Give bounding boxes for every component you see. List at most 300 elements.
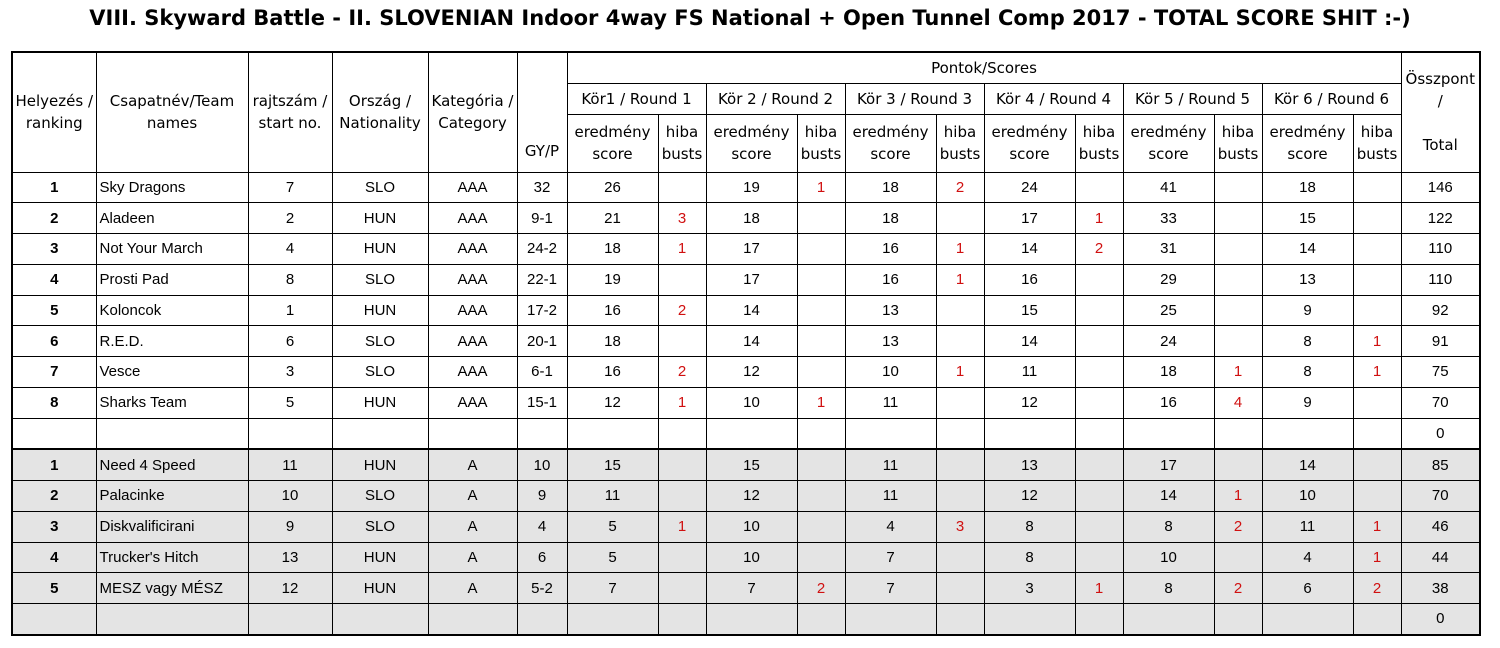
round-busts-cell: [1214, 542, 1262, 573]
nationality-cell: SLO: [332, 326, 428, 357]
table-row: [12, 573, 1480, 604]
gyp-cell: 6-1: [517, 357, 567, 388]
round-score-cell: 14: [1262, 234, 1353, 265]
round-busts-cell: [658, 604, 706, 635]
start-no-cell: 5: [248, 387, 332, 418]
round-score-cell: [845, 604, 936, 635]
col-header-scores-group: Pontok/Scores: [567, 52, 1401, 83]
round-score-cell: 3: [984, 573, 1075, 604]
round-score-cell: 13: [845, 295, 936, 326]
round-busts-cell: 1: [1353, 326, 1401, 357]
busts-subheader: hiba busts: [1075, 114, 1123, 172]
busts-subheader: hiba busts: [936, 114, 984, 172]
round-busts-cell: [797, 511, 845, 542]
round-score-cell: 11: [567, 481, 658, 512]
round-busts-cell: [936, 295, 984, 326]
round-score-cell: 31: [1123, 234, 1214, 265]
round-score-cell: 13: [1262, 264, 1353, 295]
rank-cell: 4: [12, 542, 96, 573]
round-busts-cell: [1353, 604, 1401, 635]
round-busts-cell: [936, 203, 984, 234]
round-score-cell: 7: [706, 573, 797, 604]
round-score-cell: 8: [1262, 326, 1353, 357]
round-score-cell: 10: [1123, 542, 1214, 573]
round-busts-cell: [1075, 172, 1123, 203]
round-busts-cell: [797, 234, 845, 265]
round-score-cell: [567, 604, 658, 635]
round-score-cell: 18: [845, 172, 936, 203]
round-score-cell: 7: [845, 542, 936, 573]
nationality-cell: SLO: [332, 172, 428, 203]
round-busts-cell: [797, 203, 845, 234]
round-score-cell: [706, 604, 797, 635]
table-row: [12, 511, 1480, 542]
table-row: [12, 203, 1480, 234]
team-name-cell: Diskvalificirani: [96, 511, 248, 542]
start-no-cell: 12: [248, 573, 332, 604]
round-busts-cell: [936, 481, 984, 512]
round-score-cell: 26: [567, 172, 658, 203]
category-cell: A: [428, 449, 517, 480]
nationality-cell: HUN: [332, 542, 428, 573]
round-busts-cell: 4: [1214, 387, 1262, 418]
category-cell: AAA: [428, 295, 517, 326]
round-score-cell: [845, 418, 936, 449]
table-row: [12, 264, 1480, 295]
score-subheader: eredmény score: [567, 114, 658, 172]
nationality-cell: SLO: [332, 264, 428, 295]
round-score-cell: 8: [1123, 511, 1214, 542]
gyp-cell: 32: [517, 172, 567, 203]
rank-cell: 1: [12, 449, 96, 480]
nationality-cell: HUN: [332, 295, 428, 326]
total-cell: 70: [1401, 387, 1480, 418]
round-score-cell: 41: [1123, 172, 1214, 203]
round-score-cell: [1123, 604, 1214, 635]
round-score-cell: [984, 418, 1075, 449]
round-busts-cell: [1075, 326, 1123, 357]
rank-cell: [12, 604, 96, 635]
round-busts-cell: [1075, 357, 1123, 388]
round-score-cell: 18: [567, 326, 658, 357]
category-cell: A: [428, 481, 517, 512]
round-busts-cell: 2: [936, 172, 984, 203]
table-row: [12, 418, 1480, 449]
round-header-6: Kör 6 / Round 6: [1262, 83, 1401, 114]
round-score-cell: 16: [984, 264, 1075, 295]
round-score-cell: 17: [984, 203, 1075, 234]
round-busts-cell: [1214, 604, 1262, 635]
round-score-cell: 9: [1262, 387, 1353, 418]
round-score-cell: [1262, 418, 1353, 449]
round-busts-cell: 1: [936, 264, 984, 295]
team-name-cell: Need 4 Speed: [96, 449, 248, 480]
total-cell: 146: [1401, 172, 1480, 203]
score-subheader: eredmény score: [1262, 114, 1353, 172]
total-cell: 92: [1401, 295, 1480, 326]
round-score-cell: 16: [845, 234, 936, 265]
round-busts-cell: 2: [1214, 573, 1262, 604]
round-busts-cell: 1: [658, 387, 706, 418]
team-name-cell: MESZ vagy MÉSZ: [96, 573, 248, 604]
round-header-4: Kör 4 / Round 4: [984, 83, 1123, 114]
round-busts-cell: [658, 264, 706, 295]
round-score-cell: 15: [1262, 203, 1353, 234]
gyp-cell: 20-1: [517, 326, 567, 357]
round-score-cell: 18: [567, 234, 658, 265]
round-score-cell: 14: [984, 326, 1075, 357]
team-name-cell: Trucker's Hitch: [96, 542, 248, 573]
nationality-cell: SLO: [332, 357, 428, 388]
round-score-cell: 8: [1262, 357, 1353, 388]
round-busts-cell: [797, 326, 845, 357]
round-busts-cell: [936, 573, 984, 604]
round-score-cell: 18: [706, 203, 797, 234]
round-score-cell: [706, 418, 797, 449]
round-busts-cell: 1: [1075, 573, 1123, 604]
start-no-cell: 9: [248, 511, 332, 542]
round-score-cell: 25: [1123, 295, 1214, 326]
gyp-cell: 22-1: [517, 264, 567, 295]
category-cell: AAA: [428, 326, 517, 357]
team-name-cell: Sharks Team: [96, 387, 248, 418]
start-no-cell: 7: [248, 172, 332, 203]
round-busts-cell: [1353, 481, 1401, 512]
round-busts-cell: [1075, 481, 1123, 512]
round-busts-cell: [658, 418, 706, 449]
start-no-cell: 8: [248, 264, 332, 295]
round-score-cell: 13: [845, 326, 936, 357]
nationality-cell: HUN: [332, 449, 428, 480]
round-header-3: Kör 3 / Round 3: [845, 83, 984, 114]
category-cell: [428, 418, 517, 449]
gyp-cell: 9: [517, 481, 567, 512]
round-busts-cell: [1353, 295, 1401, 326]
round-busts-cell: 1: [936, 357, 984, 388]
round-score-cell: 14: [1123, 481, 1214, 512]
round-score-cell: 8: [1123, 573, 1214, 604]
round-score-cell: 21: [567, 203, 658, 234]
round-busts-cell: [797, 357, 845, 388]
round-busts-cell: [1353, 449, 1401, 480]
rank-cell: 2: [12, 203, 96, 234]
busts-subheader: hiba busts: [797, 114, 845, 172]
category-cell: A: [428, 511, 517, 542]
score-subheader: eredmény score: [845, 114, 936, 172]
gyp-cell: 9-1: [517, 203, 567, 234]
rank-cell: 1: [12, 172, 96, 203]
table-row: [12, 326, 1480, 357]
round-busts-cell: [797, 604, 845, 635]
nationality-cell: SLO: [332, 481, 428, 512]
category-cell: AAA: [428, 264, 517, 295]
round-busts-cell: [1214, 203, 1262, 234]
round-score-cell: 12: [706, 481, 797, 512]
round-busts-cell: [797, 264, 845, 295]
nationality-cell: SLO: [332, 511, 428, 542]
busts-subheader: hiba busts: [1214, 114, 1262, 172]
round-score-cell: 16: [845, 264, 936, 295]
start-no-cell: 11: [248, 449, 332, 480]
score-subheader: eredmény score: [706, 114, 797, 172]
col-header-total: Összpont / Total: [1401, 52, 1480, 172]
round-score-cell: 7: [567, 573, 658, 604]
round-score-cell: 11: [1262, 511, 1353, 542]
round-score-cell: [984, 604, 1075, 635]
round-score-cell: 33: [1123, 203, 1214, 234]
table-body: [12, 172, 1480, 635]
table-row: [12, 387, 1480, 418]
team-name-cell: Prosti Pad: [96, 264, 248, 295]
round-busts-cell: [658, 172, 706, 203]
team-name-cell: Palacinke: [96, 481, 248, 512]
gyp-cell: 10: [517, 449, 567, 480]
team-name-cell: Koloncok: [96, 295, 248, 326]
rank-cell: 5: [12, 573, 96, 604]
round-busts-cell: [1075, 264, 1123, 295]
round-busts-cell: [936, 604, 984, 635]
gyp-cell: 15-1: [517, 387, 567, 418]
round-score-cell: 12: [567, 387, 658, 418]
round-busts-cell: 1: [1353, 511, 1401, 542]
round-busts-cell: [1353, 264, 1401, 295]
total-cell: 85: [1401, 449, 1480, 480]
round-score-cell: 10: [1262, 481, 1353, 512]
category-cell: AAA: [428, 234, 517, 265]
category-cell: AAA: [428, 203, 517, 234]
col-header-gyp: GY/P: [517, 52, 567, 172]
round-score-cell: 16: [567, 357, 658, 388]
round-busts-cell: [936, 326, 984, 357]
round-score-cell: 15: [567, 449, 658, 480]
round-busts-cell: [658, 326, 706, 357]
round-busts-cell: [1353, 387, 1401, 418]
rank-cell: 8: [12, 387, 96, 418]
category-cell: A: [428, 542, 517, 573]
round-score-cell: 11: [845, 387, 936, 418]
round-busts-cell: [1075, 387, 1123, 418]
table-row: [12, 542, 1480, 573]
start-no-cell: 4: [248, 234, 332, 265]
rank-cell: 6: [12, 326, 96, 357]
round-busts-cell: 1: [1214, 481, 1262, 512]
round-score-cell: 15: [706, 449, 797, 480]
round-busts-cell: 1: [658, 511, 706, 542]
round-score-cell: 12: [706, 357, 797, 388]
round-score-cell: [1262, 604, 1353, 635]
nationality-cell: [332, 418, 428, 449]
team-name-cell: Aladeen: [96, 203, 248, 234]
round-busts-cell: 2: [658, 357, 706, 388]
round-score-cell: 10: [706, 542, 797, 573]
category-cell: A: [428, 573, 517, 604]
round-score-cell: 8: [984, 542, 1075, 573]
round-busts-cell: [1214, 326, 1262, 357]
round-busts-cell: 1: [1075, 203, 1123, 234]
team-name-cell: Sky Dragons: [96, 172, 248, 203]
round-busts-cell: 2: [658, 295, 706, 326]
round-busts-cell: 2: [1353, 573, 1401, 604]
round-busts-cell: 1: [1353, 357, 1401, 388]
page-title: VIII. Skyward Battle - II. SLOVENIAN Indoor 4way FS National + Open Tunnel Comp 2017 - TOTAL SCORE SHIT :-): [89, 6, 1411, 30]
start-no-cell: 2: [248, 203, 332, 234]
round-busts-cell: 1: [658, 234, 706, 265]
category-cell: AAA: [428, 357, 517, 388]
round-busts-cell: [1353, 203, 1401, 234]
round-score-cell: 12: [984, 481, 1075, 512]
round-busts-cell: [1353, 172, 1401, 203]
round-busts-cell: [658, 481, 706, 512]
gyp-cell: 24-2: [517, 234, 567, 265]
col-header-start: rajtszám / start no.: [248, 52, 332, 172]
round-busts-cell: 3: [658, 203, 706, 234]
round-busts-cell: [797, 481, 845, 512]
round-score-cell: 11: [845, 449, 936, 480]
total-cell: 110: [1401, 264, 1480, 295]
gyp-cell: 17-2: [517, 295, 567, 326]
start-no-cell: 13: [248, 542, 332, 573]
round-busts-cell: [1075, 511, 1123, 542]
round-busts-cell: [1214, 449, 1262, 480]
rank-cell: 3: [12, 234, 96, 265]
table-row: [12, 357, 1480, 388]
table-row: [12, 295, 1480, 326]
round-score-cell: 13: [984, 449, 1075, 480]
busts-subheader: hiba busts: [658, 114, 706, 172]
start-no-cell: 1: [248, 295, 332, 326]
gyp-cell: [517, 418, 567, 449]
round-score-cell: 8: [984, 511, 1075, 542]
gyp-cell: [517, 604, 567, 635]
round-score-cell: 16: [567, 295, 658, 326]
start-no-cell: 10: [248, 481, 332, 512]
round-score-cell: 9: [1262, 295, 1353, 326]
round-score-cell: 5: [567, 511, 658, 542]
round-busts-cell: [936, 387, 984, 418]
total-cell: 38: [1401, 573, 1480, 604]
rank-cell: 7: [12, 357, 96, 388]
team-name-cell: [96, 604, 248, 635]
round-busts-cell: [1214, 264, 1262, 295]
round-busts-cell: [1214, 418, 1262, 449]
score-subheader: eredmény score: [1123, 114, 1214, 172]
col-header-ranking: Helyezés / ranking: [12, 52, 96, 172]
round-busts-cell: 2: [1214, 511, 1262, 542]
round-header-2: Kör 2 / Round 2: [706, 83, 845, 114]
round-score-cell: [1123, 418, 1214, 449]
round-busts-cell: [797, 449, 845, 480]
start-no-cell: 3: [248, 357, 332, 388]
round-score-cell: 16: [1123, 387, 1214, 418]
round-busts-cell: [1353, 234, 1401, 265]
start-no-cell: 6: [248, 326, 332, 357]
team-name-cell: R.E.D.: [96, 326, 248, 357]
category-cell: AAA: [428, 172, 517, 203]
round-score-cell: 11: [984, 357, 1075, 388]
score-subheader: eredmény score: [984, 114, 1075, 172]
round-score-cell: 24: [1123, 326, 1214, 357]
round-score-cell: 14: [1262, 449, 1353, 480]
round-busts-cell: [1075, 542, 1123, 573]
nationality-cell: [332, 604, 428, 635]
table-row: [12, 234, 1480, 265]
round-score-cell: 10: [845, 357, 936, 388]
total-cell: 122: [1401, 203, 1480, 234]
round-score-cell: 7: [845, 573, 936, 604]
round-busts-cell: [658, 573, 706, 604]
rank-cell: 3: [12, 511, 96, 542]
round-busts-cell: 3: [936, 511, 984, 542]
round-busts-cell: [658, 542, 706, 573]
team-name-cell: Not Your March: [96, 234, 248, 265]
round-busts-cell: [1353, 418, 1401, 449]
total-cell: 70: [1401, 481, 1480, 512]
table-row: [12, 172, 1480, 203]
round-busts-cell: 1: [1353, 542, 1401, 573]
gyp-cell: 6: [517, 542, 567, 573]
total-cell: 75: [1401, 357, 1480, 388]
round-busts-cell: [1214, 234, 1262, 265]
round-busts-cell: [658, 449, 706, 480]
table-row: [12, 481, 1480, 512]
nationality-cell: HUN: [332, 573, 428, 604]
total-cell: 46: [1401, 511, 1480, 542]
start-no-cell: [248, 604, 332, 635]
round-score-cell: 17: [706, 264, 797, 295]
round-busts-cell: [1075, 604, 1123, 635]
round-busts-cell: [1214, 172, 1262, 203]
round-score-cell: 6: [1262, 573, 1353, 604]
total-cell: 110: [1401, 234, 1480, 265]
busts-subheader: hiba busts: [1353, 114, 1401, 172]
col-header-nationality: Ország / Nationality: [332, 52, 428, 172]
gyp-cell: 4: [517, 511, 567, 542]
total-cell: 0: [1401, 604, 1480, 635]
round-score-cell: 5: [567, 542, 658, 573]
round-score-cell: 17: [1123, 449, 1214, 480]
round-header-5: Kör 5 / Round 5: [1123, 83, 1262, 114]
round-score-cell: 24: [984, 172, 1075, 203]
round-score-cell: [567, 418, 658, 449]
round-busts-cell: [797, 295, 845, 326]
start-no-cell: [248, 418, 332, 449]
round-busts-cell: [936, 449, 984, 480]
category-cell: [428, 604, 517, 635]
round-score-cell: 14: [706, 326, 797, 357]
rank-cell: 5: [12, 295, 96, 326]
category-cell: AAA: [428, 387, 517, 418]
total-cell: 0: [1401, 418, 1480, 449]
round-busts-cell: 2: [797, 573, 845, 604]
rank-cell: [12, 418, 96, 449]
round-busts-cell: [1075, 418, 1123, 449]
round-score-cell: 14: [984, 234, 1075, 265]
col-header-team: Csapatnév/Team names: [96, 52, 248, 172]
total-cell: 91: [1401, 326, 1480, 357]
round-busts-cell: [797, 542, 845, 573]
round-header-1: Kör1 / Round 1: [567, 83, 706, 114]
round-score-cell: 10: [706, 387, 797, 418]
col-header-category: Kategória / Category: [428, 52, 517, 172]
round-score-cell: 29: [1123, 264, 1214, 295]
round-score-cell: 18: [1123, 357, 1214, 388]
round-busts-cell: 2: [1075, 234, 1123, 265]
round-busts-cell: 1: [797, 387, 845, 418]
round-busts-cell: 1: [1214, 357, 1262, 388]
total-cell: 44: [1401, 542, 1480, 573]
round-score-cell: 17: [706, 234, 797, 265]
team-name-cell: [96, 418, 248, 449]
